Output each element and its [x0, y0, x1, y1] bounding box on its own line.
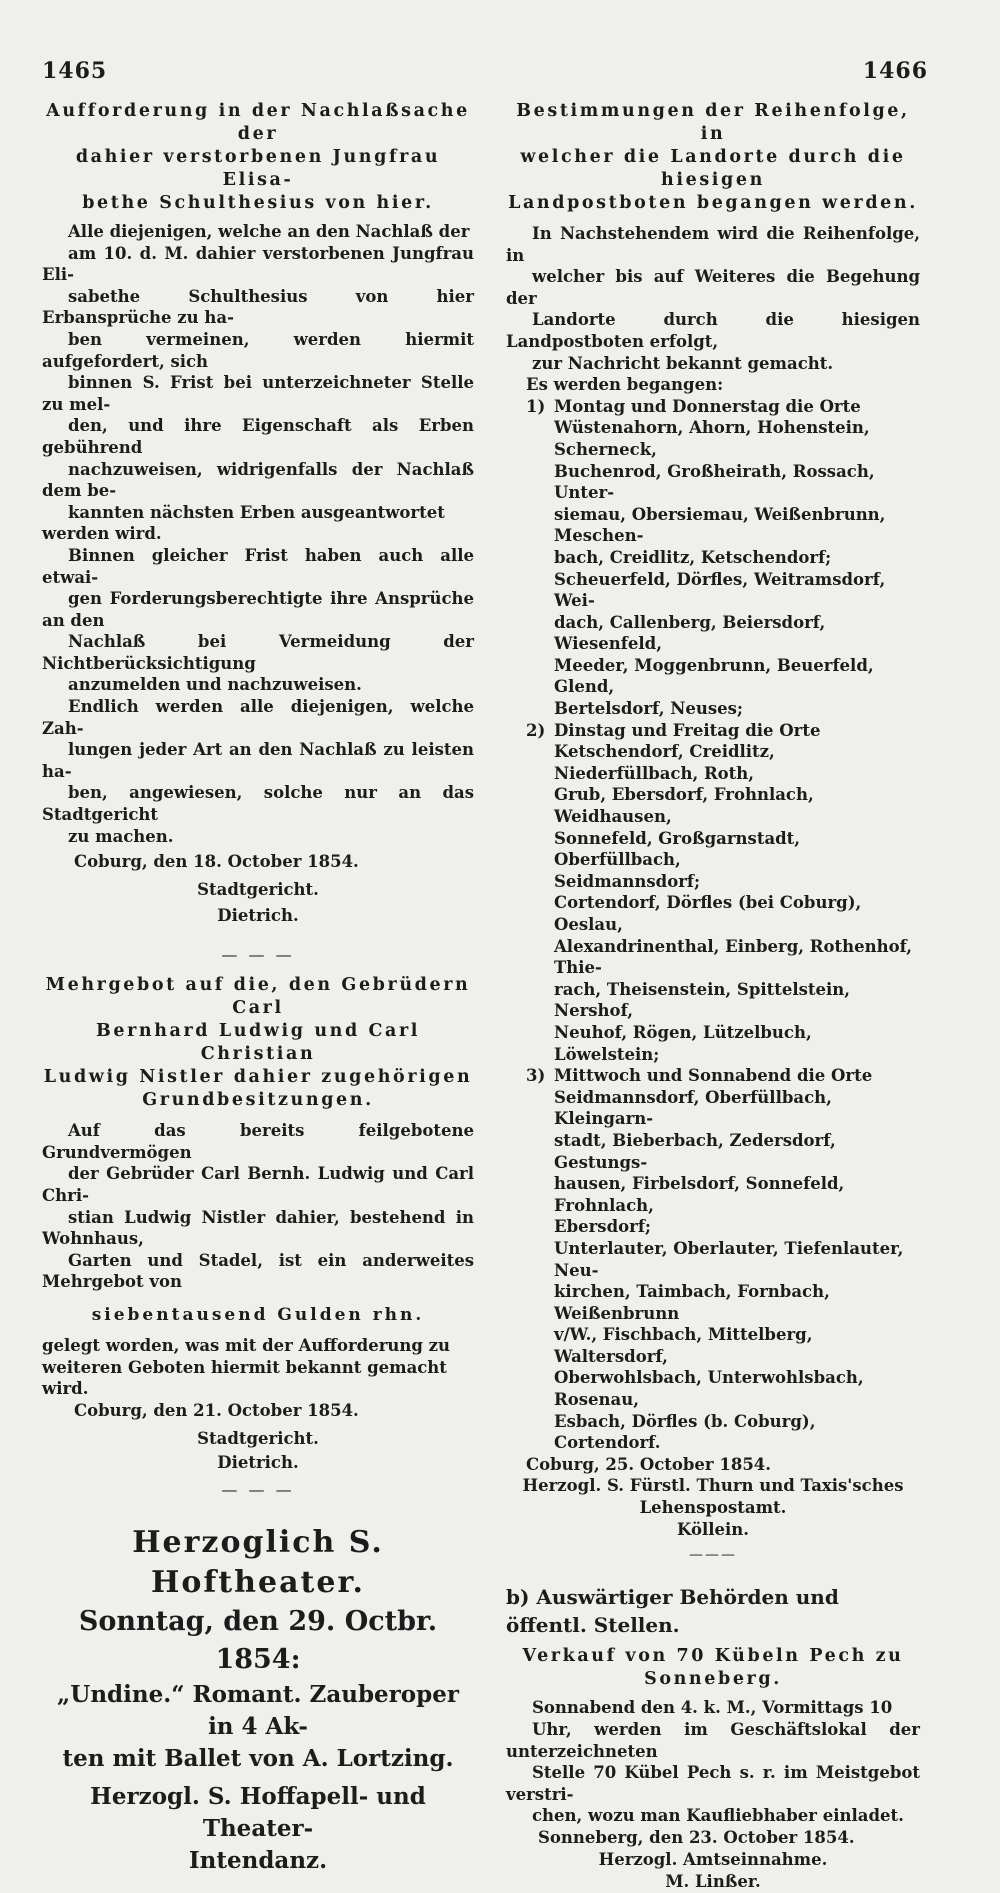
text-line: Auf das bereits feilgebotene Grundvermögen [42, 1121, 474, 1162]
text-line: der Gebrüder Carl Bernh. Ludwig und Carl Chri- [42, 1164, 474, 1205]
route-line: Wüstenahorn, Ahorn, Hohenstein, Scherneck, [554, 418, 870, 459]
estate-notice-paragraph [42, 545, 474, 696]
route-line: rach, Theisenstein, Spittelstein, Nershof, [554, 979, 851, 1021]
text-line: Uhr, werden im Geschäftslokal der unterzeichneten [506, 1720, 920, 1761]
title-line: Landpostboten begangen werden. [508, 193, 918, 213]
title-line: Bestimmungen der Reihenfolge, in [516, 101, 910, 144]
text-line: Garten und Stadel, ist ein anderweites Mehrgebot von [42, 1250, 474, 1292]
route-line: Montag und Donnerstag die Orte [554, 396, 861, 416]
route-line: Neuhof, Rögen, Lützelbuch, Löwelstein; [554, 1022, 812, 1064]
separator: — — — [221, 1479, 295, 1499]
estate-notice-title [42, 100, 474, 215]
route-item [506, 396, 920, 720]
route-line: Buchenrod, Großheirath, Rossach, Unter- [554, 461, 875, 503]
route-line: dach, Callenberg, Beiersdorf, Wiesenfeld, [554, 612, 826, 654]
theatre-program: „Undine.“ Romant. Zauberoper in 4 Ak- [57, 1680, 459, 1740]
route-line: Oberwohlsbach, Unterwohlsbach, Rosenau, [554, 1368, 864, 1410]
theatre-intendant: Herzogl. S. Hoffapell- und Theater- [90, 1782, 426, 1842]
text-line: gen Forderungsberechtigte ihre Ansprüche an den [42, 589, 474, 630]
route-line: kirchen, Taimbach, Fornbach, Weißenbrunn [554, 1282, 830, 1323]
text-line: zu machen. [68, 826, 174, 846]
title-line: dahier verstorbenen Jungfrau Elisa- [75, 147, 441, 190]
route-line: Scheuerfeld, Dörfles, Weitramsdorf, Wei- [554, 569, 886, 611]
text-line: Endlich werden alle diejenigen, welche Zah- [42, 697, 474, 738]
text-line: Sonnabend den 4. k. M., Vormittags 10 [532, 1698, 893, 1718]
text-line: nachzuweisen, widrigenfalls der Nachlaß dem be- [42, 459, 474, 501]
text-line: den, und ihre Eigenschaft als Erben gebührend [42, 416, 474, 457]
theatre-title: Herzoglich S. Hoftheater. [132, 1524, 384, 1600]
route-line: siemau, Obersiemau, Weißenbrunn, Meschen- [554, 504, 886, 546]
title-line: welcher die Landorte durch die hiesigen [520, 147, 906, 190]
route-item [506, 720, 920, 1066]
route-line: Mittwoch und Sonnabend die Orte [554, 1066, 873, 1086]
route-number: 1) [526, 396, 546, 416]
signer: Dietrich. [217, 906, 299, 926]
route-line: Dinstag und Freitag die Orte [554, 720, 821, 740]
place-date: Coburg, 25. October 1854. [526, 1454, 772, 1474]
estate-notice-paragraph [42, 221, 474, 545]
bid-notice-title [42, 974, 474, 1112]
text-line: sabethe Schulthesius von hier Erbansprüche zu ha- [42, 286, 474, 328]
theatre-date: Sonntag, den 29. Octbr. 1854: [78, 1605, 438, 1675]
route-line: Bertelsdorf, Neuses; [554, 699, 744, 719]
text-line: In Nachstehendem wird die Reihenfolge, in [506, 224, 920, 265]
route-line: Cortendorf, Dörfles (bei Coburg), Oeslau, [554, 893, 862, 934]
route-line: Sonnefeld, Großgarnstadt, Oberfüllbach, [554, 828, 801, 870]
text-line: ben, angewiesen, solche nur an das Stadtgericht [42, 783, 474, 825]
route-line: Grub, Ebersdorf, Frohnlach, Weidhausen, [554, 785, 814, 827]
route-line: Unterlauter, Oberlauter, Tiefenlauter, Neu- [554, 1238, 904, 1280]
section-heading: b) Auswärtiger Behörden und öffentl. Stellen. [506, 1585, 839, 1638]
route-line: bach, Creidlitz, Ketschendorf; [554, 547, 832, 567]
text-line: anzumelden und nachzuweisen. [68, 675, 362, 695]
text-line: gelegt worden, was mit der Aufforderung zu [42, 1335, 451, 1355]
authority: Stadtgericht. [197, 1428, 319, 1448]
text-line: binnen S. Frist bei unterzeichneter Stelle zu mel- [42, 373, 474, 414]
route-item [506, 1065, 920, 1454]
post-notice-lead: Es werden begangen: [526, 375, 724, 395]
text-line: stian Ludwig Nistler dahier, bestehend in Wohnhaus, [42, 1207, 474, 1249]
separator: — — — [221, 945, 295, 965]
page-number-right: 1466 [862, 58, 928, 84]
title-line: Sonneberg. [644, 1669, 782, 1690]
title-line: Aufforderung in der Nachlaßsache der [46, 101, 470, 144]
place-date: Sonneberg, den 23. October 1854. [538, 1828, 855, 1847]
estate-notice-paragraph [42, 696, 474, 847]
theatre-program: ten mit Ballet von A. Lortzing. [62, 1744, 454, 1772]
text-line: weiteren Geboten hiermit bekannt gemacht wird. [42, 1357, 447, 1399]
separator: ——— [689, 1547, 737, 1564]
route-line: Esbach, Dörfles (b. Coburg), Cortendorf. [554, 1411, 816, 1453]
route-number: 3) [526, 1066, 546, 1086]
route-line: Seidmannsdorf; [554, 871, 701, 891]
route-line: Ketschendorf, Creidlitz, Niederfüllbach, Roth, [554, 742, 775, 783]
text-line: am 10. d. M. dahier verstorbenen Jungfrau Eli- [42, 243, 474, 285]
route-line: Ebersdorf; [554, 1217, 652, 1237]
text-line: zur Nachricht bekannt gemacht. [532, 353, 834, 373]
bid-notice-paragraph [42, 1120, 474, 1293]
signer: Dietrich. [217, 1452, 299, 1472]
title-line: Ludwig Nistler dahier zugehörigen [43, 1067, 473, 1088]
bid-amount: siebentausend Gulden rhn. [91, 1304, 425, 1325]
title-line: bethe Schulthesius von hier. [82, 193, 434, 213]
signer: Köllein. [676, 1520, 750, 1540]
text-line: Alle diejenigen, welche an den Nachlaß der [68, 222, 470, 241]
authority: Stadtgericht. [197, 880, 319, 900]
left-column [42, 100, 474, 1877]
route-line: stadt, Bieberbach, Zedersdorf, Gestungs- [554, 1130, 836, 1172]
text-line: welcher bis auf Weiteres die Begehung der [506, 267, 920, 308]
text-line: Nachlaß bei Vermeidung der Nichtberücksichtigung [42, 632, 474, 673]
bid-notice-paragraph [42, 1335, 474, 1400]
route-line: Alexandrinenthal, Einberg, Rothenhof, Thie- [554, 936, 913, 978]
pitch-sale-paragraph [506, 1697, 920, 1827]
page-number-left: 1465 [42, 58, 108, 84]
place-date: Coburg, den 18. October 1854. [74, 852, 359, 872]
right-column [506, 100, 920, 1893]
title-line: Mehrgebot auf die, den Gebrüdern Carl [45, 975, 471, 1019]
route-line: Meeder, Moggenbrunn, Beuerfeld, Glend, [554, 655, 874, 697]
authority: Herzogl. Amtseinnahme. [598, 1850, 828, 1869]
title-line: Grundbesitzungen. [142, 1090, 374, 1111]
post-notice-intro [506, 223, 920, 374]
authority: Lehenspostamt. [639, 1498, 787, 1518]
text-line: chen, wozu man Kaufliebhaber einladet. [532, 1806, 904, 1826]
pitch-sale-title [506, 1645, 920, 1691]
text-line: Landorte durch die hiesigen Landpostboten erfolgt, [506, 310, 920, 351]
signer: M. Linßer. [665, 1872, 761, 1891]
title-line: Verkauf von 70 Kübeln Pech zu [522, 1646, 904, 1667]
theatre-announcement [42, 1523, 474, 1877]
title-line: Bernhard Ludwig und Carl Christian [95, 1021, 421, 1065]
route-line: v/W., Fischbach, Mittelberg, Waltersdorf, [554, 1325, 813, 1366]
text-line: Stelle 70 Kübel Pech s. r. im Meistgebot verstri- [506, 1763, 920, 1804]
place-date: Coburg, den 21. October 1854. [74, 1400, 359, 1420]
text-line: lungen jeder Art an den Nachlaß zu leisten ha- [42, 740, 474, 781]
route-line: Seidmannsdorf, Oberfüllbach, Kleingarn- [554, 1087, 832, 1129]
route-number: 2) [526, 720, 546, 740]
post-notice-title [506, 100, 920, 215]
route-list [506, 396, 920, 1454]
route-line: hausen, Firbelsdorf, Sonnefeld, Frohnlach, [554, 1174, 845, 1215]
text-line: Binnen gleicher Frist haben auch alle etwai- [42, 545, 474, 587]
text-line: ben vermeinen, werden hiermit aufgefordert, sich [42, 329, 474, 371]
text-line: kannten nächsten Erben ausgeantwortet werden wird. [42, 502, 445, 544]
authority: Herzogl. S. Fürstl. Thurn und Taxis'sches [522, 1476, 904, 1496]
theatre-intendant: Intendanz. [188, 1846, 328, 1874]
